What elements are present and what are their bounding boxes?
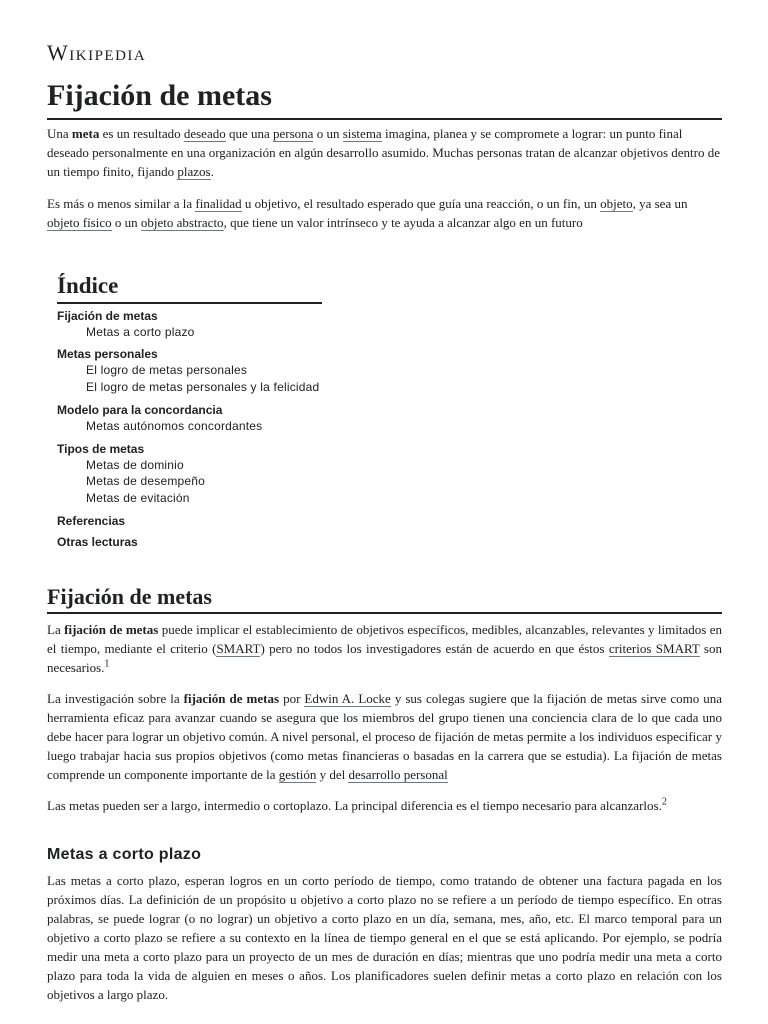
- toc-item[interactable]: El logro de metas personales: [86, 363, 248, 377]
- intro-paragraph-1: Una meta es un resultado deseado que una persona o un sistema imagina, planea y se compromete a lograr: un punto final deseado personalmente en una organización en algún desarrollo asumido. Muchas personas tratan de alcanzar objetivos dentro de un tiempo finito, fijando plazos.: [47, 126, 720, 179]
- toc-item[interactable]: Metas personales: [57, 347, 158, 361]
- toc-item[interactable]: Metas a corto plazo: [86, 325, 195, 339]
- toc-item[interactable]: Tipos de metas: [57, 442, 145, 456]
- reference-2[interactable]: 2: [661, 796, 667, 808]
- link-desarrollo-personal[interactable]: desarrollo personal: [348, 767, 448, 782]
- link-gestion[interactable]: gestión: [278, 767, 317, 782]
- wikipedia-wordmark[interactable]: Wikipedia: [47, 40, 147, 65]
- section1-paragraph-1: La fijación de metas puede implicar el establecimiento de objetivos específicos, medibles, alcanzables, relevantes y limitados en el tiempo, mediante el criterio (SMART) pero no todos los investigadores están de acuerdo en que éstos criterios SMART son necesarios.$^1$: [47, 622, 722, 675]
- link-criterios-smart[interactable]: criterios SMART: [608, 641, 700, 656]
- link-objeto-fisico[interactable]: objeto físico: [47, 215, 112, 230]
- subsection-paragraph: Las metas a corto plazo, esperan logros en un corto período de tiempo, como tratando de obtener una factura pagada en los próximos días. La definición de un propósito u objetivo a corto plazo no se refiere a un período de tiempo específico. En otras palabras, se puede lograr (o no lograr) un objetivo a corto plazo en un día, semana, mes, año, etc. El marco temporal para un objetivo a corto plazo se refiere a su contexto en la línea de tiempo general en el que se está aplicando. Por ejemplo, se podría medir una meta a corto plazo para un proyecto de un mes de duración en días; mientras que uno podría medir una meta a corto plazo para toda la vida de alguien en meses o años. Los planificadores suelen definir metas a corto plazo en relación con los objetivos a largo plazo.: [47, 873, 722, 1002]
- toc-item[interactable]: Fijación de metas: [57, 309, 158, 323]
- toc-item[interactable]: Metas de desempeño: [86, 474, 206, 488]
- toc-item[interactable]: Referencias: [57, 514, 126, 528]
- toc-item[interactable]: Otras lecturas: [57, 535, 138, 549]
- section1-paragraph-2: La investigación sobre la fijación de metas por Edwin A. Locke y sus colegas sugiere que la fijación de metas sirve como una herramienta eficaz para avanzar cuando se asegura que los miembros del grupo tienen una conciencia clara de lo que cada uno debe hacer para lograr un objetivo común. A nivel personal, el proceso de fijación de metas permite a los individuos especificar y luego trabajar hacia sus propios objetivos (como metas financieras o basadas en la carrera que se estudia). La fijación de metas comprende un componente importante de la gestión y del desarrollo personal: [47, 691, 722, 782]
- link-plazos[interactable]: plazos: [177, 164, 211, 179]
- subsection-heading: Metas a corto plazo: [47, 846, 202, 863]
- link-objeto-abstracto[interactable]: objeto abstracto: [140, 215, 224, 230]
- page-title: Fijación de metas: [47, 76, 722, 120]
- toc-item[interactable]: Metas autónomos concordantes: [86, 419, 263, 433]
- toc-item[interactable]: Metas de dominio: [86, 458, 184, 472]
- section-heading: Fijación de metas: [47, 582, 722, 614]
- link-smart[interactable]: SMART: [216, 641, 261, 656]
- link-persona[interactable]: persona: [273, 126, 314, 141]
- link-sistema[interactable]: sistema: [342, 126, 382, 141]
- toc-item[interactable]: Modelo para la concordancia: [57, 403, 223, 417]
- toc-item[interactable]: El logro de metas personales y la felicidad: [86, 380, 320, 394]
- intro-paragraph-2: Es más o menos similar a la finalidad u objetivo, el resultado esperado que guía una reacción, o un fin, un objeto, ya sea un objeto físico o un objeto abstracto, que tiene un valor intrínseco y te ayuda a alcanzar algo en un futuro: [47, 196, 688, 230]
- link-deseado[interactable]: deseado: [183, 126, 226, 141]
- section1-paragraph-3: Las metas pueden ser a largo, intermedio o cortoplazo. La principal diferencia es el tiempo necesario para alcanzarlos.$^2$: [47, 796, 667, 813]
- reference-1[interactable]: 1: [104, 658, 110, 670]
- toc-title: Índice: [57, 270, 322, 304]
- link-edwin-locke[interactable]: Edwin A. Locke: [304, 691, 391, 706]
- link-finalidad[interactable]: finalidad: [195, 196, 242, 211]
- toc-item[interactable]: Metas de evitación: [86, 491, 190, 505]
- link-objeto[interactable]: objeto: [600, 196, 633, 211]
